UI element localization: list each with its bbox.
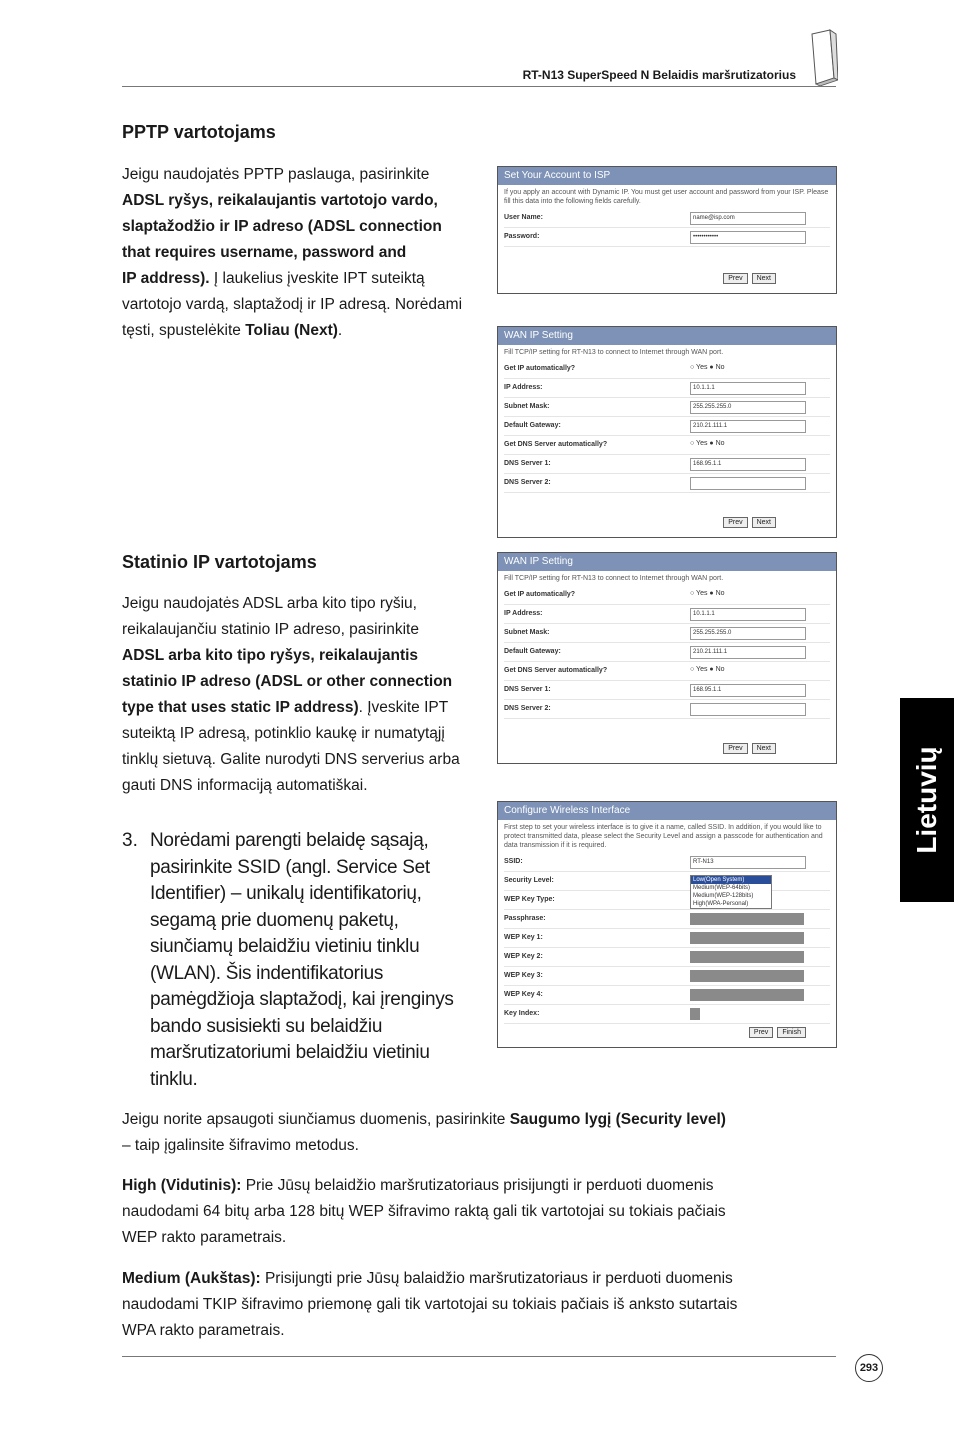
wireless-screenshot: Configure Wireless Interface First step to set your wireless interface is to give it a name, called SSID. In addition, if you would like to protect transmitted data, please select the Security Level and assign a passcode for authentication and data transmission if it is required. SSID: RT-N13 Security Level: Low(Open System) Medium(WEP-64bits) Medium(WEP-128bits) High(WPA-Personal) WEP Key Type: Passphrase: WEP Key 1: WEP Key 2: WEP Key 3: WEP Key 4: Key Index: Prev Finish: [497, 801, 837, 1048]
prev-button[interactable]: Prev: [723, 743, 747, 754]
medium-paragraph: Medium (Aukštas): Prisijungti prie Jūsų balaidžio maršrutizatoriaus ir perduoti duomenis naudodami TKIP šifravimo priemonę gali tik vartotojai su tokiais pačiais iš anksto sutartais WPA rakto parametrais.: [122, 1270, 738, 1339]
mask-field[interactable]: 255.255.255.0: [690, 627, 806, 640]
username-field[interactable]: name@isp.com: [690, 212, 806, 225]
key-index-select[interactable]: [690, 1008, 700, 1020]
dropdown-option[interactable]: Low(Open System): [691, 876, 771, 884]
pptp-heading: PPTP vartotojams: [122, 122, 276, 142]
ip-field[interactable]: 10.1.1.1: [690, 608, 806, 621]
passphrase-field[interactable]: [690, 913, 804, 925]
dns1-field[interactable]: 168.95.1.1: [690, 684, 806, 697]
next-button[interactable]: Next: [752, 743, 776, 754]
running-header: RT-N13 SuperSpeed N Belaidis maršrutizatorius: [522, 68, 796, 82]
isp-account-screenshot: Set Your Account to ISP If you apply an account with Dynamic IP. You must get user account and password from your ISP. Please fill this data into the following fields carefully. User Name: name@isp.com Password: •••••••••••• Prev Next: [497, 166, 837, 294]
mask-field[interactable]: 255.255.255.0: [690, 401, 806, 414]
password-field[interactable]: ••••••••••••: [690, 231, 806, 244]
step-3-line: (WLAN). Šis indentifikatorius: [150, 962, 384, 984]
ssid-field[interactable]: RT-N13: [690, 856, 806, 869]
router-icon: [808, 28, 838, 86]
footer-rule: [122, 1356, 836, 1357]
wep-key-4-field[interactable]: [690, 989, 804, 1001]
security-paragraph: Jeigu norite apsaugoti siunčiamus duomenis, pasirinkite Saugumo lygį (Security level) – taip įgalinsite šifravimo metodus.: [122, 1111, 726, 1154]
dns1-field[interactable]: 168.95.1.1: [690, 458, 806, 471]
step-3-text: [150, 828, 490, 1093]
security-level-dropdown[interactable]: [690, 875, 772, 909]
dropdown-option[interactable]: Medium(WEP-64bits): [693, 885, 751, 891]
get-ip-radio[interactable]: ○ Yes ● No: [690, 590, 725, 597]
language-tab: [900, 698, 954, 902]
dns-auto-radio[interactable]: ○ Yes ● No: [690, 440, 725, 447]
step-3-line: segamą prie duomenų paketų,: [150, 909, 399, 931]
step-3-line: maršrutizatoriumi belaidžiu vietiniu: [150, 1042, 430, 1063]
high-paragraph: High (Vidutinis): Prie Jūsų belaidžio maršrutizatoriaus prisijungti ir perduoti duomenis naudodami 64 bitų arba 128 bitų WEP šifravimo raktą gali tik vartotojai su tokiais pačiais WEP rakto parametrais.: [122, 1177, 726, 1246]
header-rule: [122, 86, 836, 87]
static-paragraph: Jeigu naudojatės ADSL arba kito tipo ryšiu, reikalaujančiu statinio IP adreso, pasirinkite ADSL arba kito tipo ryšys, reikalaujantis statinio IP adreso (ADSL or other connection type that uses static IP address). Įveskite IPT suteiktą IP adresą, potinklio kaukę ir numatytąjį tinklų sietuvą. Galite nurodyti DNS serverius arba gauti DNS informaciją automatiškai.: [122, 595, 460, 794]
step-3-number: 3.: [122, 830, 138, 851]
page-number: 293: [855, 1354, 883, 1382]
step-3-line: siunčiamų belaidžiu vietiniu tinklu: [150, 936, 420, 957]
static-heading: Statinio IP vartotojams: [122, 552, 317, 572]
wep-key-3-field[interactable]: [690, 970, 804, 982]
step-3-line: pasirinkite SSID (angl. Service Set: [150, 856, 430, 878]
ip-field[interactable]: 10.1.1.1: [690, 382, 806, 395]
pptp-paragraph: Jeigu naudojatės PPTP paslauga, pasirinkite ADSL ryšys, reikalaujantis vartotojo vardo, slaptažodžio ir IP adreso (ADSL connection that requires username, password and IP address). Į laukelius įveskite IPT suteiktą vartotojo vardą, slaptažodį ir IP adresą. Norėdami tęsti, spustelėkite Toliau (Next).: [122, 166, 463, 339]
get-ip-radio[interactable]: ○ Yes ● No: [690, 364, 725, 371]
next-button[interactable]: Next: [752, 273, 776, 284]
dropdown-option[interactable]: Medium(WEP-128bits): [693, 893, 754, 899]
step-3-line: tinklu.: [150, 1068, 198, 1090]
isp-desc: If you apply an account with Dynamic IP. You must get user account and password from your ISP. Please fill this data into the following fields carefully.: [504, 189, 829, 205]
dropdown-option[interactable]: High(WPA-Personal): [693, 901, 749, 907]
step-3-line: Identifier) – unikalų identifikatorių,: [150, 883, 422, 904]
next-button[interactable]: Next: [752, 517, 776, 528]
step-3-line: pamėgdžioja slaptažodį, kai įrenginys: [150, 989, 454, 1010]
wep-key-2-field[interactable]: [690, 951, 804, 963]
prev-button[interactable]: Prev: [723, 517, 747, 528]
isp-title: Set Your Account to ISP: [498, 167, 836, 185]
finish-button[interactable]: Finish: [777, 1027, 806, 1038]
dns-auto-radio[interactable]: ○ Yes ● No: [690, 666, 725, 673]
wep-key-1-field[interactable]: [690, 932, 804, 944]
prev-button[interactable]: Prev: [749, 1027, 773, 1038]
step-3-line: Norėdami parengti belaidę sąsają,: [150, 830, 429, 851]
dns2-field[interactable]: [690, 703, 806, 716]
prev-button[interactable]: Prev: [723, 273, 747, 284]
dns2-field[interactable]: [690, 477, 806, 490]
language-tab-label: Lietuvių: [911, 746, 942, 854]
wan-ip-screenshot-1: WAN IP Setting Fill TCP/IP setting for RT-N13 to connect to Internet through WAN port. Get IP automatically? ○ Yes ● No IP Address: 10.1.1.1 Subnet Mask: 255.255.255.0 Default Gateway: 210.21.111.1 Get DNS Server automatically? ○ Yes ● No DNS Server 1: 168.95.1.1 DNS Server 2: Prev Next: [497, 326, 837, 538]
wan-ip-screenshot-2: WAN IP Setting Fill TCP/IP setting for RT-N13 to connect to Internet through WAN port. Get IP automatically? ○ Yes ● No IP Address: 10.1.1.1 Subnet Mask: 255.255.255.0 Default Gateway: 210.21.111.1 Get DNS Server automatically? ○ Yes ● No DNS Server 1: 168.95.1.1 DNS Server 2: Prev Next: [497, 552, 837, 764]
gateway-field[interactable]: 210.21.111.1: [690, 646, 806, 659]
gateway-field[interactable]: 210.21.111.1: [690, 420, 806, 433]
step-3-line: bando susisiekti su belaidžiu: [150, 1015, 383, 1037]
